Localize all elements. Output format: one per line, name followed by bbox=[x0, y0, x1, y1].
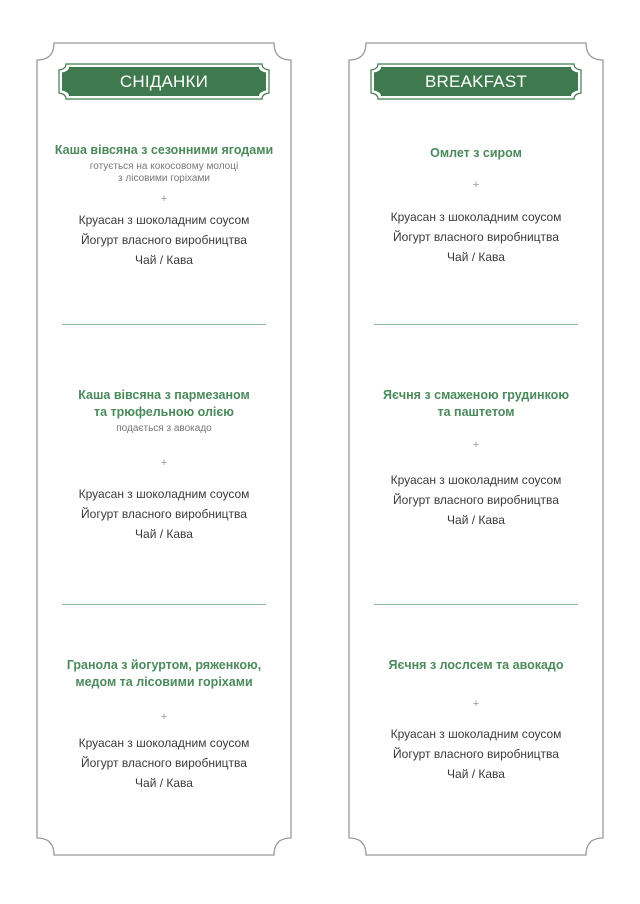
dish-title: Яєчня з смаженою грудинкою та паштетом bbox=[382, 388, 569, 419]
banner-title: СНІДАНКИ bbox=[119, 71, 209, 91]
extras-list bbox=[36, 484, 292, 544]
dish-title: Каша вівсяна з пармезаном та трюфельною олією bbox=[78, 388, 250, 419]
extras-item: Чай / Кава bbox=[135, 527, 193, 541]
extras-item: Йогурт власного виробництва bbox=[393, 747, 559, 761]
plus-sign: + bbox=[160, 711, 168, 723]
extras-item: Чай / Кава bbox=[135, 776, 193, 790]
extras-item: Круасан з шоколадним соусом bbox=[78, 487, 250, 501]
dish-note: подається з авокадо bbox=[116, 423, 212, 434]
section-divider bbox=[374, 324, 578, 325]
banner bbox=[58, 63, 270, 100]
extras-list bbox=[36, 210, 292, 270]
extras-item: Круасан з шоколадним соусом bbox=[390, 210, 562, 224]
extras-item: Йогурт власного виробництва bbox=[393, 493, 559, 507]
dish-title: Омлет з сиром bbox=[430, 146, 522, 160]
menu-card-ukrainian bbox=[36, 42, 292, 856]
dish-note: готується на кокосовому молоці з лісовими горіхами bbox=[89, 161, 239, 184]
section-divider bbox=[374, 604, 578, 605]
plus-sign: + bbox=[160, 457, 168, 469]
extras-item: Круасан з шоколадним соусом bbox=[390, 473, 562, 487]
extras-item: Круасан з шоколадним соусом bbox=[390, 727, 562, 741]
extras-list bbox=[36, 733, 292, 793]
section-divider bbox=[62, 604, 266, 605]
extras-item: Чай / Кава bbox=[447, 250, 505, 264]
extras-item: Чай / Кава bbox=[447, 767, 505, 781]
section-divider bbox=[62, 324, 266, 325]
extras-item: Йогурт власного виробництва bbox=[81, 507, 247, 521]
extras-item: Круасан з шоколадним соусом bbox=[78, 736, 250, 750]
extras-list bbox=[348, 207, 604, 267]
extras-item: Йогурт власного виробництва bbox=[393, 230, 559, 244]
extras-item: Йогурт власного виробництва bbox=[81, 756, 247, 770]
banner-title: BREAKFAST bbox=[425, 71, 527, 91]
plus-sign: + bbox=[472, 179, 480, 191]
menu-section bbox=[36, 142, 292, 270]
dish-title: Каша вівсяна з сезонними ягодами bbox=[54, 143, 274, 157]
menu-section bbox=[348, 387, 604, 530]
extras-item: Круасан з шоколадним соусом bbox=[78, 213, 250, 227]
plus-sign: + bbox=[472, 698, 480, 710]
dish-title: Гранола з йогуртом, ряженкою, медом та лісовими горіхами bbox=[66, 658, 262, 689]
extras-list bbox=[348, 724, 604, 784]
menu-card-english bbox=[348, 42, 604, 856]
menu-section bbox=[348, 657, 604, 784]
menu-section bbox=[36, 387, 292, 544]
dish-title: Яєчня з лослсем та авокадо bbox=[388, 658, 564, 672]
extras-item: Чай / Кава bbox=[447, 513, 505, 527]
menu-section bbox=[348, 145, 604, 267]
menu-section bbox=[36, 657, 292, 793]
extras-list bbox=[348, 470, 604, 530]
extras-item: Чай / Кава bbox=[135, 253, 193, 267]
banner bbox=[370, 63, 582, 100]
extras-item: Йогурт власного виробництва bbox=[81, 233, 247, 247]
plus-sign: + bbox=[472, 439, 480, 451]
plus-sign: + bbox=[160, 193, 168, 205]
